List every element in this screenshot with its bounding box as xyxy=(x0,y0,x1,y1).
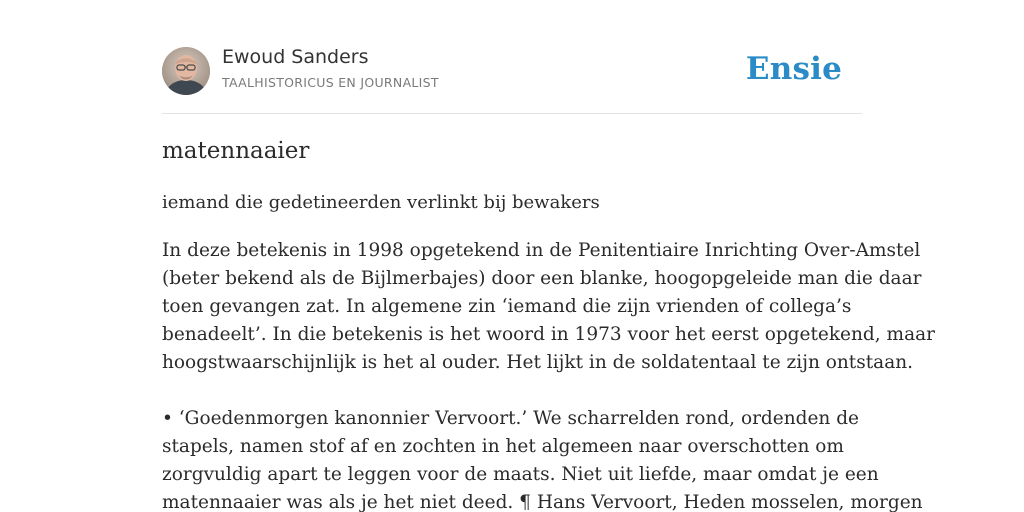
quote-line: • ‘Goedenmorgen kanonnier Vervoort.’ We scharrelden rond, ordenden de xyxy=(162,408,860,429)
brand-logo[interactable]: Ensie xyxy=(745,51,842,87)
explanation-line: (beter bekend als de Bijlmerbajes) door een blanke, hoogopgeleide man die daar xyxy=(162,268,922,289)
entry-headword: matennaaier xyxy=(162,138,310,164)
author-name[interactable]: Ewoud Sanders xyxy=(222,46,369,68)
entry-header xyxy=(162,44,862,100)
person-photo-icon xyxy=(162,47,210,95)
explanation-line: In deze betekenis in 1998 opgetekend in de Penitentiaire Inrichting Over-Amstel xyxy=(162,240,921,261)
explanation-line: toen gevangen zat. In algemene zin ‘iemand die zijn vrienden of collega’s xyxy=(162,296,852,317)
explanation-line: benadeelt’. In die betekenis is het woord in 1973 voor het eerst opgetekend, maar xyxy=(162,324,935,345)
quote-line: zorgvuldig apart te leggen voor de maats. Niet uit liefde, maar omdat je een xyxy=(162,464,879,485)
explanation-line: hoogstwaarschijnlijk is het al ouder. Het lijkt in de soldatentaal te zijn ontstaan. xyxy=(162,352,914,373)
entry-definition: iemand die gedetineerden verlinkt bij bewakers xyxy=(162,192,600,213)
header-divider xyxy=(162,113,862,114)
author-role: TAALHISTORICUS EN JOURNALIST xyxy=(222,75,439,90)
paragraph-gap xyxy=(162,377,872,405)
author-avatar[interactable] xyxy=(162,47,210,95)
entry-content xyxy=(162,237,935,512)
quote-line: matennaaier was als je het niet deed. ¶ Hans Vervoort, Heden mosselen, morgen xyxy=(162,492,923,512)
quote-line: stapels, namen stof af en zochten in het algemeen naar overschotten om xyxy=(162,436,844,457)
